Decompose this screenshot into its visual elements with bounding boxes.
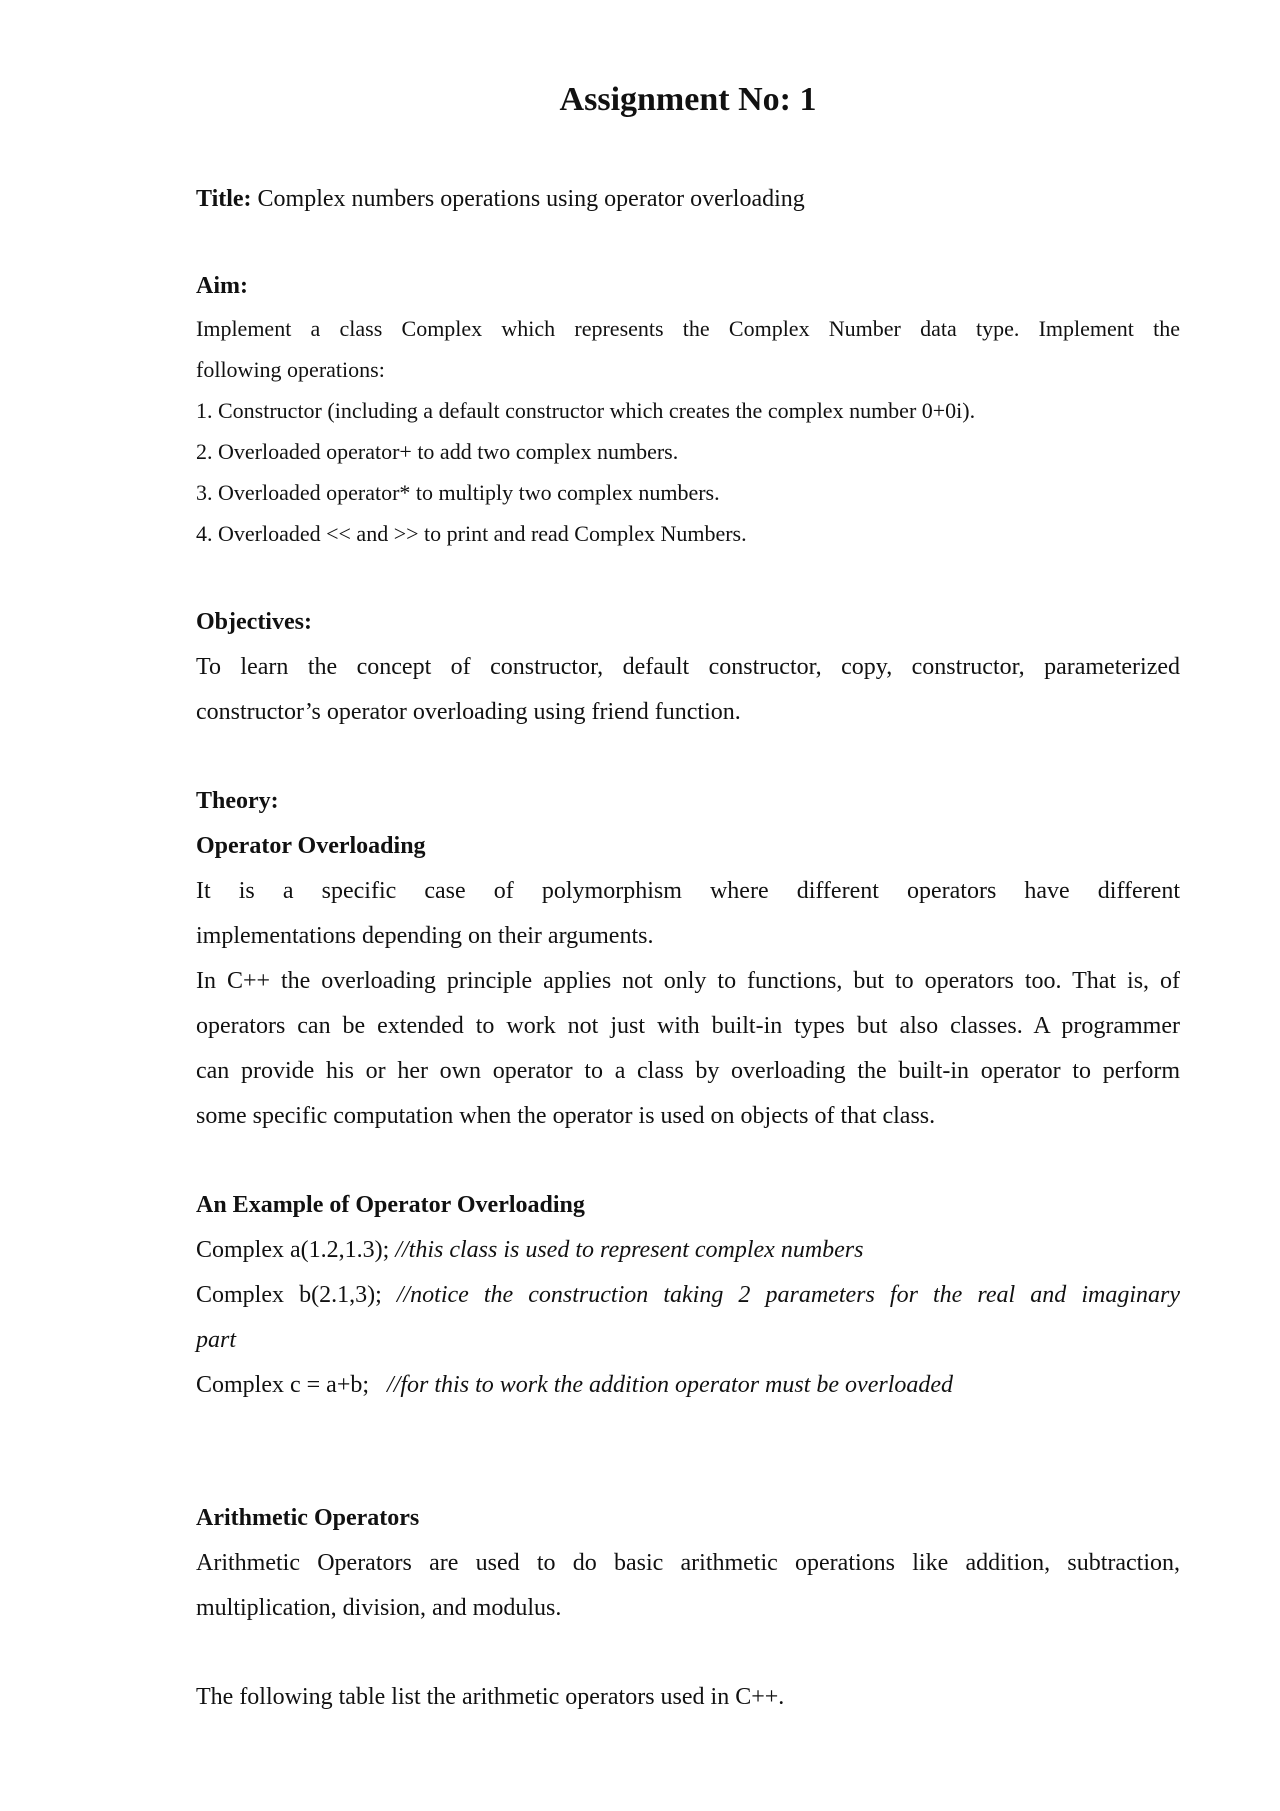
arithmetic-heading: Arithmetic Operators: [196, 1505, 420, 1531]
table-intro: The following table list the arithmetic operators used in C++.: [196, 1684, 785, 1710]
arithmetic-section: [196, 1541, 1180, 1631]
assignment-heading: Assignment No: 1: [559, 81, 817, 118]
aim-section: [196, 308, 1180, 554]
example-line-2: [196, 1273, 1180, 1318]
title-label: Title:: [196, 186, 252, 212]
example-code: [196, 1228, 1180, 1408]
title-text: Complex numbers operations using operator overloading: [251, 186, 805, 212]
aim-intro-line-1: Implement a class Complex which represents the Complex Number data type. Implement the: [196, 316, 1180, 341]
theory-para1-line-2: implementations depending on their arguments.: [196, 923, 654, 949]
example-line-3: part: [196, 1327, 237, 1353]
example-line-4-comment: //for this to work the addition operator must be overloaded: [387, 1372, 954, 1398]
example-line-2-code: Complex b(2.1,3);: [196, 1282, 397, 1308]
example-line-1-comment: //this class is used to represent complex numbers: [395, 1237, 864, 1263]
aim-item-1: 1. Constructor (including a default constructor which creates the complex number 0+0i).: [196, 398, 976, 423]
example-heading: An Example of Operator Overloading: [196, 1192, 585, 1218]
aim-intro-line-2: following operations:: [196, 357, 385, 382]
theory-para2-line-2: operators can be extended to work not just with built-in types but also classes. A programmer: [196, 1013, 1180, 1039]
example-line-1: [196, 1228, 1180, 1273]
aim-item-3: 3. Overloaded operator* to multiply two complex numbers.: [196, 480, 720, 505]
objectives-line-2: constructor’s operator overloading using friend function.: [196, 699, 741, 725]
example-line-2-comment: //notice the construction taking 2 parameters for the real and imaginary: [396, 1282, 1180, 1308]
aim-heading: Aim:: [196, 273, 248, 299]
title-line: [196, 177, 1180, 222]
example-line-4: [196, 1363, 1180, 1408]
aim-item-2: 2. Overloaded operator+ to add two complex numbers.: [196, 439, 679, 464]
aim-item-4: 4. Overloaded << and >> to print and read Complex Numbers.: [196, 521, 747, 546]
arithmetic-line-1: Arithmetic Operators are used to do basic arithmetic operations like addition, subtraction,: [196, 1550, 1180, 1576]
objectives-line-1: To learn the concept of constructor, default constructor, copy, constructor, parameterized: [196, 654, 1180, 680]
operator-overloading-subheading: Operator Overloading: [196, 833, 426, 859]
theory-para2-line-1: In C++ the overloading principle applies not only to functions, but to operators too. That is, of: [196, 968, 1180, 994]
example-line-1-code: Complex a(1.2,1.3);: [196, 1237, 396, 1263]
theory-para2-line-3: can provide his or her own operator to a class by overloading the built-in operator to perform: [196, 1058, 1180, 1084]
theory-para1-line-1: It is a specific case of polymorphism where different operators have different: [196, 878, 1180, 904]
objectives-section: [196, 645, 1180, 735]
arithmetic-line-2: multiplication, division, and modulus.: [196, 1595, 562, 1621]
theory-para2-line-4: some specific computation when the operator is used on objects of that class.: [196, 1103, 936, 1129]
example-line-4-code: Complex c = a+b;: [196, 1372, 388, 1398]
objectives-heading: Objectives:: [196, 609, 312, 635]
theory-paragraphs: [196, 869, 1180, 1139]
theory-heading: Theory:: [196, 788, 279, 814]
